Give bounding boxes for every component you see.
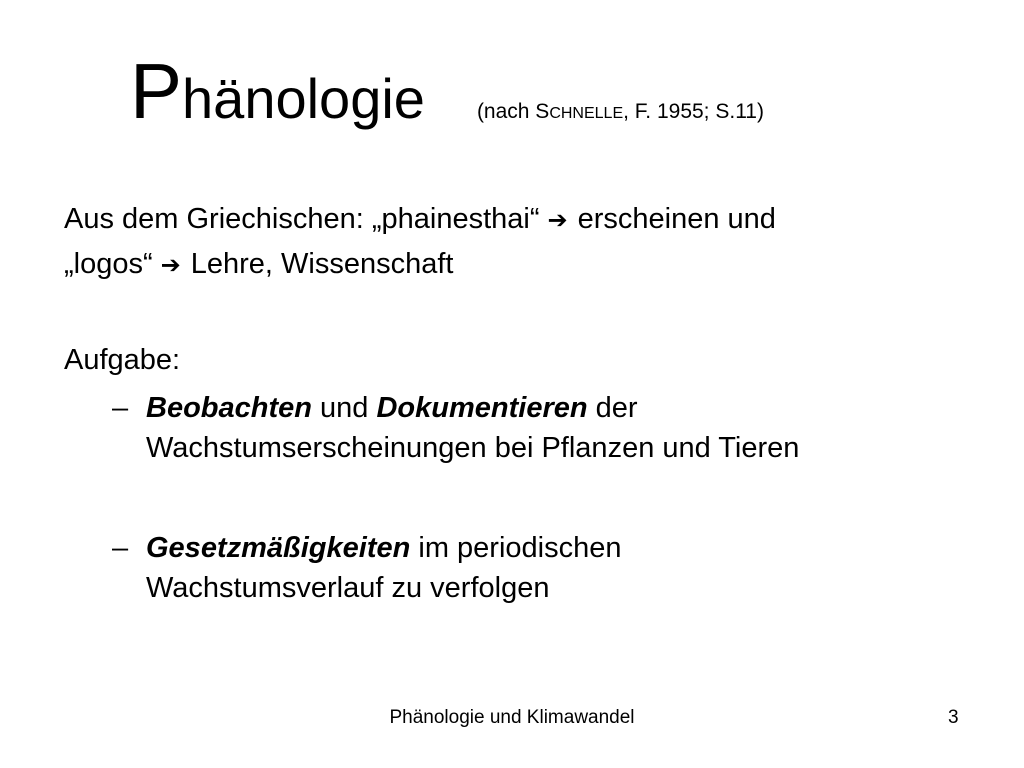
title-first-letter: P (130, 47, 183, 135)
etymology-line-1 (64, 197, 776, 242)
etymology-meaning-1: erscheinen und (577, 203, 776, 235)
arrow-right-icon: ➔ (547, 206, 568, 234)
title-source-citation (477, 100, 764, 123)
bullet-text (146, 528, 621, 608)
bullet-dash: – (112, 532, 129, 564)
bullet-connector: und (311, 392, 377, 424)
task-bullet (112, 388, 799, 468)
etymology-line-2 (64, 242, 776, 287)
task-bullet (112, 528, 621, 608)
etymology-meaning-2: Lehre, Wissenschaft (190, 248, 454, 280)
emphasis-gesetzmaessigkeiten: Gesetzmäßigkeiten (146, 532, 411, 564)
bullet-after: der (587, 392, 638, 424)
page-number: 3 (948, 707, 959, 728)
etymology-greek-term-2: „logos“ (64, 248, 153, 280)
source-suffix: , F. 1955; S.11) (623, 100, 764, 123)
source-author-smallcaps: CHNELLE (549, 105, 624, 122)
etymology-greek-term-1: Aus dem Griechischen: „phainesthai“ (64, 203, 540, 235)
source-prefix: (nach S (476, 100, 550, 123)
footer-title: Phänologie und Klimawandel (389, 707, 635, 728)
bullet-line-2: Wachstumserscheinungen bei Pflanzen und Tieren (146, 432, 800, 464)
slide-title (130, 47, 764, 135)
etymology-paragraph (64, 197, 776, 287)
bullet-line-1 (146, 388, 799, 428)
task-heading: Aufgabe: (64, 344, 181, 376)
bullet-line-2: Wachstumsverlauf zu verfolgen (146, 572, 550, 604)
emphasis-dokumentieren: Dokumentieren (376, 392, 588, 424)
bullet-text (146, 388, 799, 468)
bullet-after: im periodischen (410, 532, 622, 564)
bullet-line-1 (146, 528, 621, 568)
arrow-right-icon: ➔ (160, 251, 181, 279)
emphasis-beobachten: Beobachten (146, 392, 312, 424)
bullet-dash: – (112, 392, 129, 424)
title-rest: hänologie (182, 67, 425, 130)
